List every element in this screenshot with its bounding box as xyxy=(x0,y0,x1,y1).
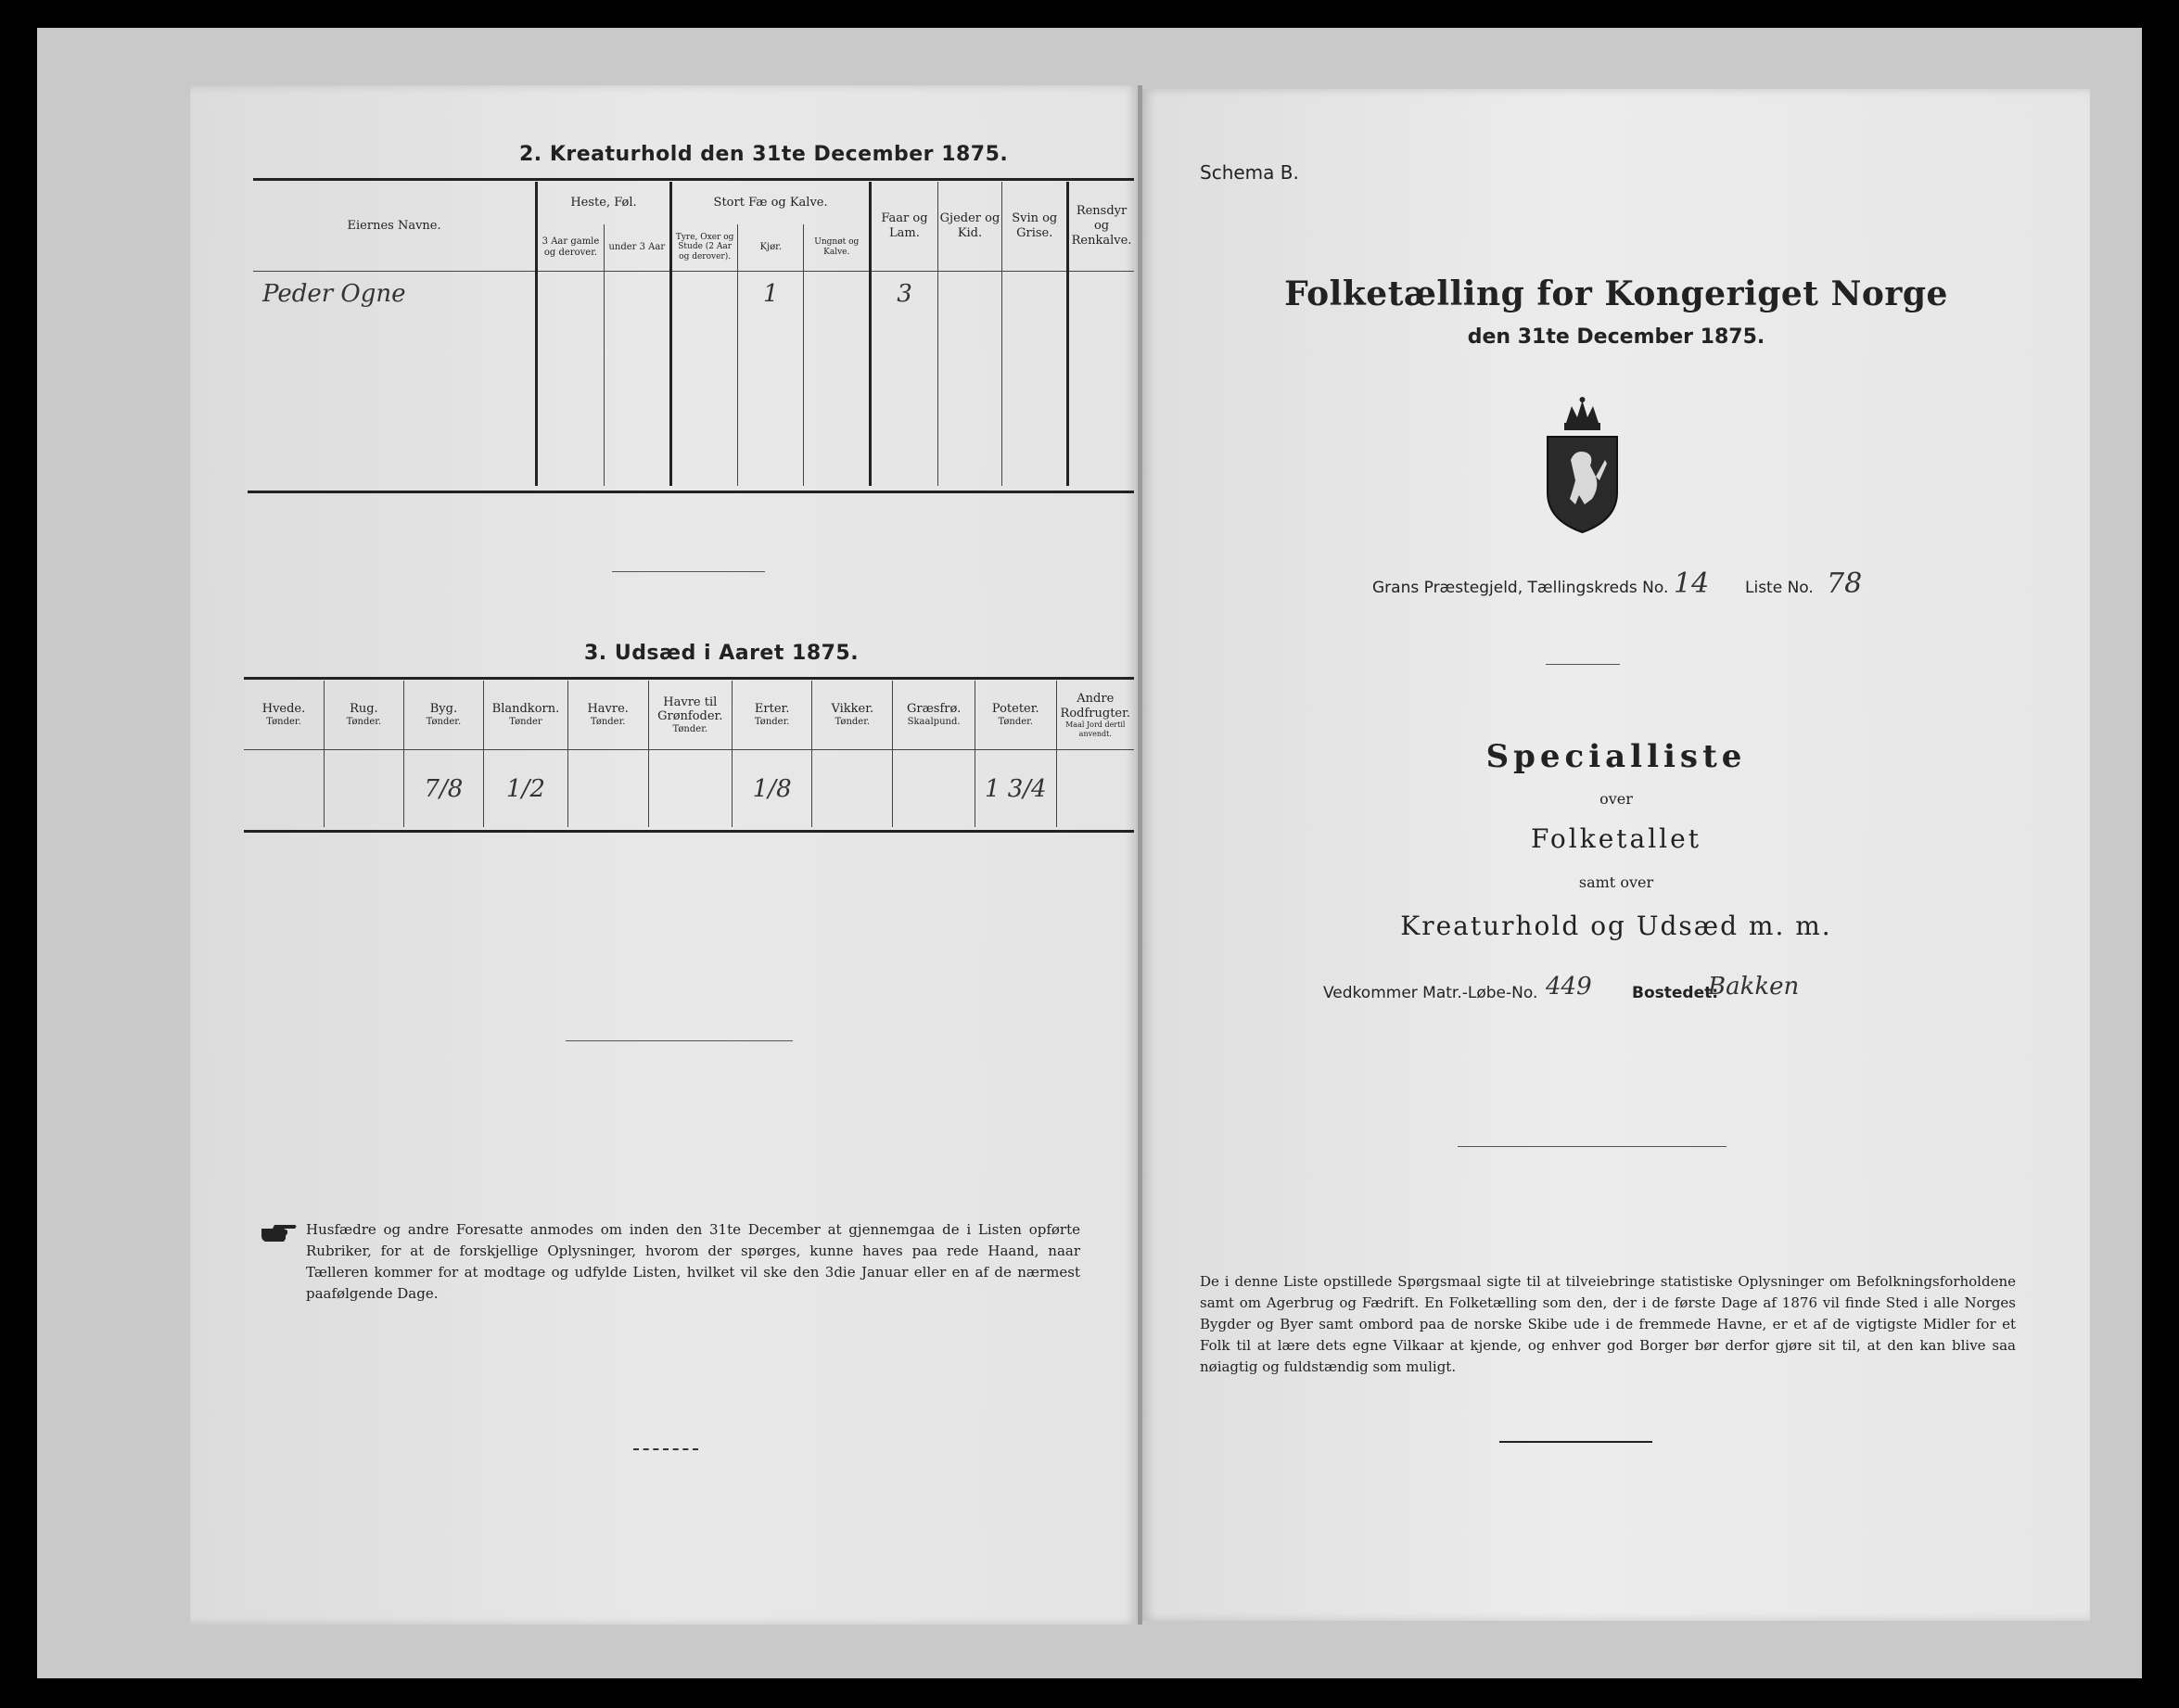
table-cell xyxy=(1002,317,1068,486)
specialliste-title: Specialliste xyxy=(1485,738,1747,775)
col-name: Vikker. xyxy=(831,702,874,717)
table-cell xyxy=(604,271,670,317)
table-cell xyxy=(604,317,670,486)
col-name: Havre til Grønfoder. xyxy=(657,695,723,724)
sheep-cell xyxy=(871,271,937,317)
separator xyxy=(612,571,765,572)
col-young-header: Ungnøt og Kalve. xyxy=(804,224,871,271)
table-cell xyxy=(1068,317,1134,486)
col-name: Erter. xyxy=(754,702,790,717)
matr-label: Vedkommer Matr.-Løbe-No. xyxy=(1323,984,1538,1002)
udsaed-value: 7/8 xyxy=(424,774,464,803)
owner-name: Peder Ogne xyxy=(262,280,406,309)
table-cell xyxy=(1068,271,1134,317)
col-name: Rug. xyxy=(350,702,378,717)
group-cattle-header: Stort Fæ og Kalve. xyxy=(670,182,871,224)
norwegian-lion-coat-of-arms-icon xyxy=(1538,395,1626,534)
table-cell xyxy=(670,317,738,486)
col-hvede-header xyxy=(244,681,325,750)
table-cell xyxy=(253,317,537,486)
col-horse-under3-header: under 3 Aar xyxy=(604,224,670,271)
col-unit: Tønder. xyxy=(672,723,708,734)
table-top-rule xyxy=(253,178,1134,181)
table-cell xyxy=(670,271,738,317)
bosted-value: Bakken xyxy=(1708,973,1800,1001)
udsaed-value: 1/8 xyxy=(752,774,792,803)
udsaed-cell xyxy=(567,750,648,827)
owner-name-cell xyxy=(253,271,537,317)
col-unit: Tønder. xyxy=(426,716,462,727)
district-label: Grans Præstegjeld, Tællingskreds No. xyxy=(1372,579,1669,597)
col-name: Andre Rodfrugter. xyxy=(1060,691,1131,720)
table-cell xyxy=(804,317,871,486)
udsaed-value: 1/2 xyxy=(506,774,545,803)
col-rodfrugter-header xyxy=(1056,681,1134,750)
separator xyxy=(1499,1441,1652,1443)
kreaturhold-subtitle: Kreaturhold og Udsæd m. m. xyxy=(1400,911,1832,941)
col-unit: Skaalpund. xyxy=(907,716,961,727)
udsaed-value: 1 3/4 xyxy=(984,774,1047,803)
col-havre-gronfoder-header xyxy=(648,681,732,750)
district-number: 14 xyxy=(1674,567,1710,600)
udsaed-cell xyxy=(325,750,404,827)
matr-number: 449 xyxy=(1546,973,1592,1001)
col-vikker-header xyxy=(812,681,893,750)
list-number: 78 xyxy=(1827,567,1863,600)
table-cell xyxy=(871,317,937,486)
col-name: Byg. xyxy=(429,702,458,717)
kreaturhold-heading: 2. Kreaturhold den 31te December 1875. xyxy=(519,143,1009,166)
bosted-label: Bostedet: xyxy=(1632,984,1719,1002)
col-poteter-header xyxy=(975,681,1056,750)
udsaed-cell xyxy=(484,750,568,827)
table-cell xyxy=(937,271,1002,317)
udsaed-heading: 3. Udsæd i Aaret 1875. xyxy=(584,642,860,665)
col-name: Havre. xyxy=(587,702,629,717)
udsaed-cell xyxy=(648,750,732,827)
right-notice-text: De i denne Liste opstillede Spørgsmaal sigte til at tilveiebringe statistiske Oplysninger om Befolkningsforholdene samt om Agerbrug og Fædrift. En Folketælling som den, der i de første Dage af 1876 vil finde Sted i alle Norges Bygder og Byer samt ombord paa de norske Skibe ude i de fremmede Havne, er et af de vigtigste Midler for et Folk til at lære dets egne Vilkaar at kjende, og enhver god Borger bør derfor gjøre sit til, at den kan blive saa nøiagtig og fuldstændig som muligt. xyxy=(1200,1273,2016,1375)
table-cell xyxy=(937,317,1002,486)
col-pigs-header: Svin og Grise. xyxy=(1002,182,1068,271)
col-blandkorn-header xyxy=(484,681,568,750)
table-cell xyxy=(804,271,871,317)
right-page xyxy=(1142,89,2090,1621)
separator xyxy=(1546,664,1620,665)
udsaed-cell xyxy=(812,750,893,827)
col-unit: Maal Jord dertil anvendt. xyxy=(1065,720,1126,738)
samt-over-text: samt over xyxy=(1578,873,1654,891)
udsaed-cell xyxy=(893,750,975,827)
col-cows-header: Kjør. xyxy=(738,224,804,271)
col-name: Poteter. xyxy=(991,702,1039,717)
table-cell xyxy=(738,317,804,486)
table-cell xyxy=(537,271,605,317)
udsaed-cell xyxy=(975,750,1056,827)
schema-label: Schema B. xyxy=(1200,161,1299,184)
separator xyxy=(566,1040,793,1041)
col-unit: Tønder. xyxy=(346,716,382,727)
separator xyxy=(633,1448,698,1450)
col-sheep-header: Faar og Lam. xyxy=(871,182,937,271)
col-rug-header xyxy=(325,681,404,750)
cows-value: 1 xyxy=(763,280,779,309)
col-reindeer-header: Rensdyr og Renkalve. xyxy=(1068,182,1134,271)
pointing-hand-icon xyxy=(260,1221,299,1245)
udsaed-bottom-rule xyxy=(244,830,1134,833)
col-owner-header: Eiernes Navne. xyxy=(347,218,441,233)
col-name: Blandkorn. xyxy=(491,702,560,717)
kreaturhold-table xyxy=(253,182,1134,486)
col-byg-header xyxy=(403,681,483,750)
over-text: over xyxy=(1599,790,1633,808)
census-date: den 31te December 1875. xyxy=(1467,325,1765,349)
col-unit: Tønder xyxy=(509,716,542,727)
sheep-value: 3 xyxy=(897,280,912,309)
col-unit: Tønder. xyxy=(754,716,790,727)
udsaed-top-rule xyxy=(244,677,1134,680)
col-unit: Tønder. xyxy=(266,716,301,727)
col-erter-header xyxy=(733,681,812,750)
udsaed-table xyxy=(244,681,1134,827)
col-bulls-header: Tyre, Oxer og Stude (2 Aar og derover). xyxy=(670,224,738,271)
left-page xyxy=(190,85,1138,1625)
table-bottom-rule xyxy=(248,491,1134,493)
table-cell xyxy=(537,317,605,486)
col-name: Hvede. xyxy=(261,702,306,717)
page-title: Folketælling for Kongeriget Norge xyxy=(1284,274,1948,313)
col-unit: Tønder. xyxy=(835,716,871,727)
col-unit: Tønder. xyxy=(590,716,626,727)
col-graesfro-header xyxy=(893,681,975,750)
table-cell xyxy=(1002,271,1068,317)
udsaed-cell xyxy=(1056,750,1134,827)
col-name: Græsfrø. xyxy=(906,702,962,717)
col-unit: Tønder. xyxy=(998,716,1034,727)
udsaed-cell xyxy=(403,750,483,827)
list-label: Liste No. xyxy=(1745,579,1814,597)
udsaed-cell xyxy=(733,750,812,827)
col-havre-header xyxy=(567,681,648,750)
group-horse-header: Heste, Føl. xyxy=(537,182,671,224)
cows-cell xyxy=(738,271,804,317)
col-horse-3plus-header: 3 Aar gamle og derover. xyxy=(537,224,605,271)
folketallet-text: Folketallet xyxy=(1531,823,1701,854)
left-notice-text: Husfædre og andre Foresatte anmodes om inden den 31te December at gjennemgaa de i Listen opførte Rubriker, for at de forskjellige Oplysninger, hvorom der spørges, kunne haves paa rede Haand, naar Tælleren kommer for at modtage og udfylde Listen, hvilket vil ske den 3die Januar eller en af de nærmest paafølgende Dage. xyxy=(306,1221,1080,1302)
col-goats-header: Gjeder og Kid. xyxy=(937,182,1002,271)
separator xyxy=(1458,1146,1727,1147)
udsaed-cell xyxy=(244,750,325,827)
